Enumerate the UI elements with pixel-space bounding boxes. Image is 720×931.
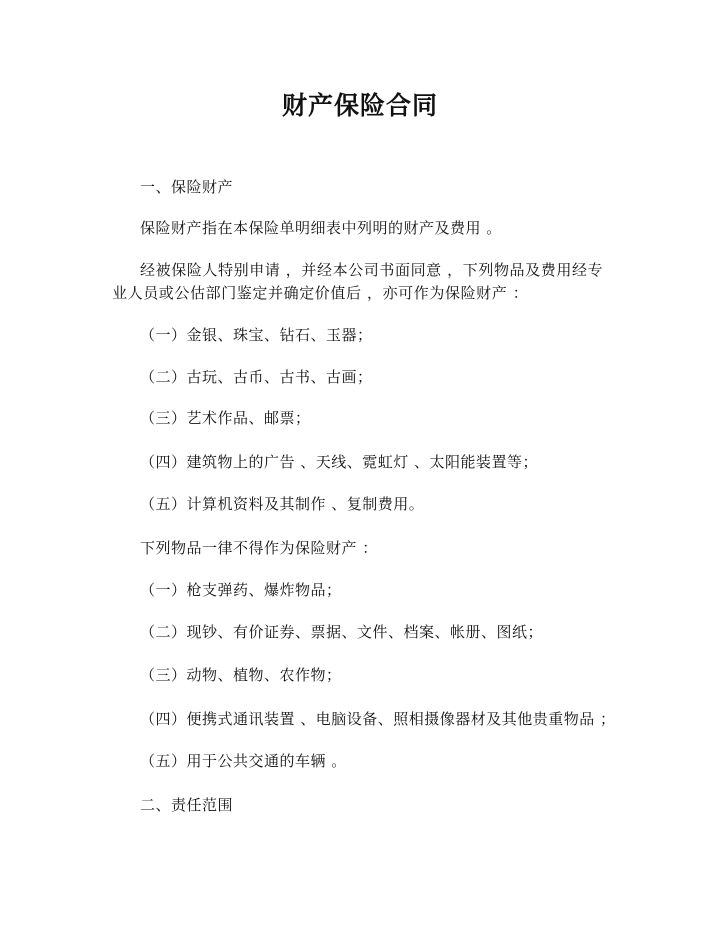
excluded-item: （四）便携式通讯装置 、电脑设备、照相摄像器材及其他贵重物品 ；	[140, 710, 616, 728]
included-item: （一）金银、珠宝、钻石、玉器；	[140, 326, 373, 344]
included-item: （三）艺术作品、邮票；	[140, 409, 311, 427]
included-item: （五）计算机资料及其制作 、复制费用。	[140, 495, 425, 513]
document-title: 财产保险合同	[281, 91, 438, 120]
excluded-item: （三）动物、植物、农作物；	[140, 666, 342, 684]
excluded-items-intro: 下列物品一律不得作为保险财产 ：	[140, 539, 378, 557]
paragraph-line: 经被保险人特别申请 ，并经本公司书面同意 ，下列物品及费用经专	[140, 261, 604, 279]
included-item: （四）建筑物上的广告 、天线、霓虹灯 、太阳能装置等；	[140, 453, 539, 471]
excluded-item: （二）现钞、有价证券、票据、文件、档案、帐册、图纸；	[140, 623, 544, 641]
section-heading-insured-property: 一、保险财产	[140, 178, 234, 196]
special-application-paragraph	[112, 259, 612, 305]
insured-property-definition: 保险财产指在本保险单明细表中列明的财产及费用 。	[140, 219, 502, 237]
section-heading-liability-scope: 二、责任范围	[140, 796, 234, 814]
paragraph-line: 业人员或公估部门鉴定并确定价值后 ，亦可作为保险财产 ：	[112, 284, 529, 302]
excluded-item: （一）枪支弹药、爆炸物品；	[140, 581, 342, 599]
excluded-item: （五）用于公共交通的车辆 。	[140, 752, 347, 770]
included-item: （二）古玩、古币、古书、古画；	[140, 368, 373, 386]
